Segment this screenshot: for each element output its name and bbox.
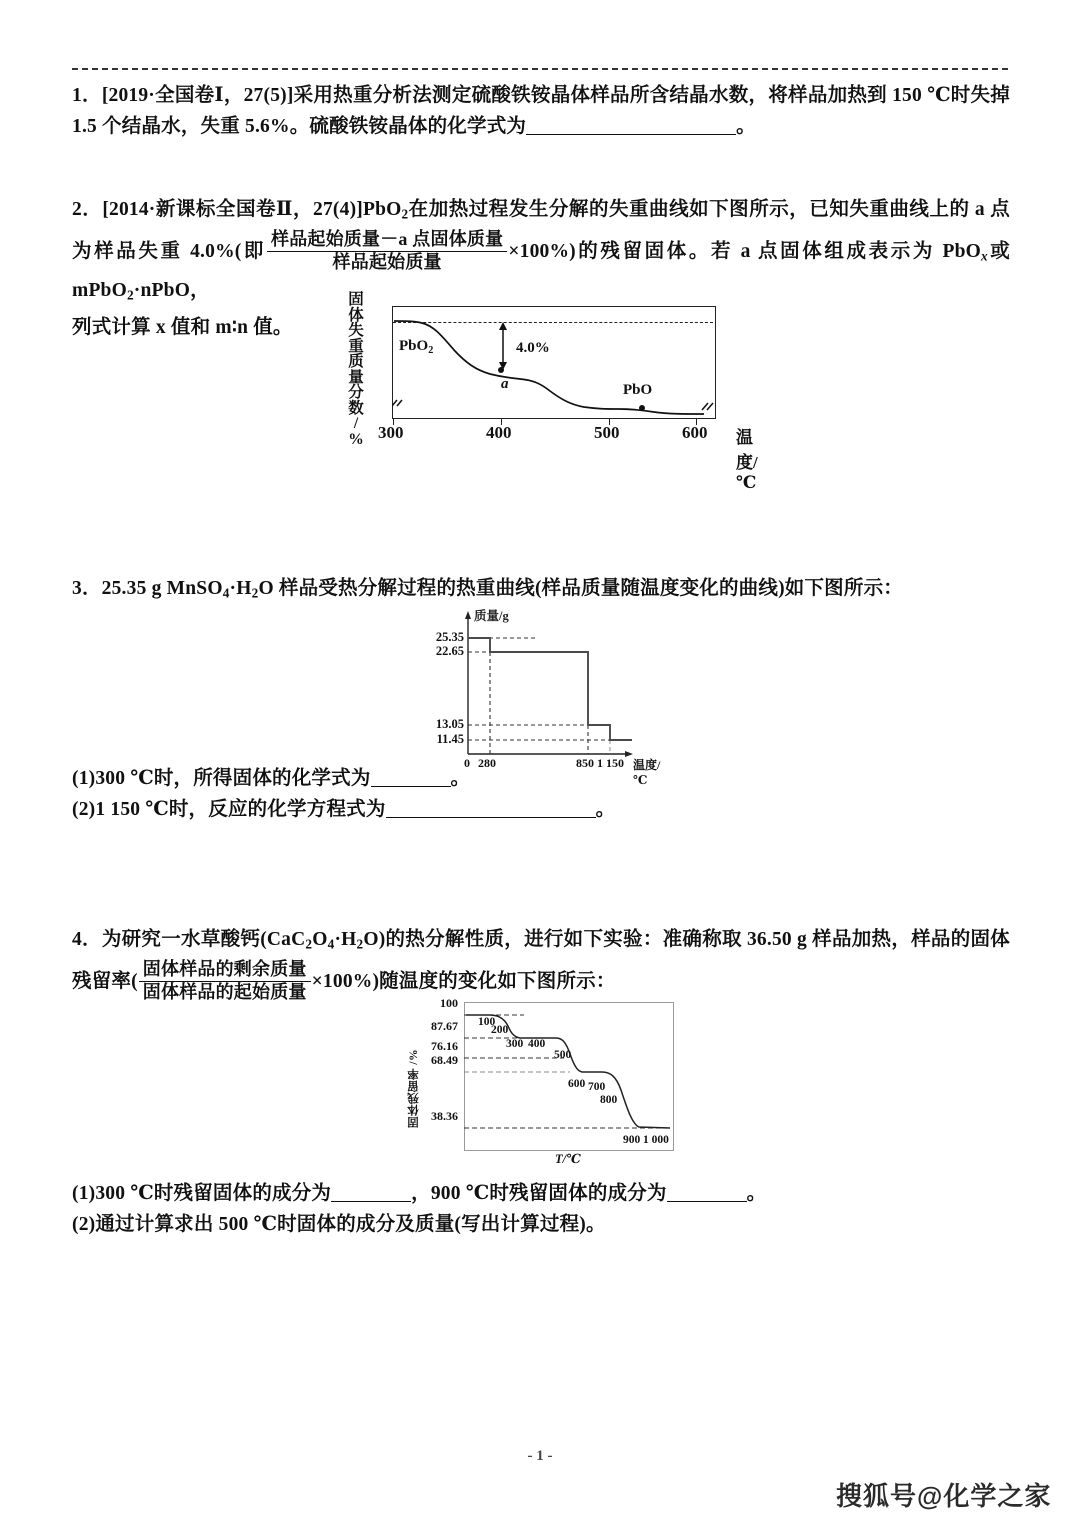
question-3-sub-2-blank[interactable] [386, 817, 596, 818]
chart-pbo2-xtick-500: 500 [594, 423, 620, 442]
question-3-sub-2-label: (2) [72, 799, 96, 820]
chart-cac2o4-temp-1000: 1 000 [643, 1134, 669, 1146]
chart-pbo2-y-axis-label: 固 体 失 重 质 量 分 数 / % [348, 291, 364, 448]
chart-cac2o4-temp-900: 900 [623, 1134, 641, 1146]
chart-cac2o4-temp-200: 200 [491, 1024, 509, 1036]
chart-cac2o4-temp-800: 800 [600, 1094, 618, 1106]
chart-cac2o4-temp-100: 100 [478, 1016, 496, 1028]
chart-mnso4-ytick-1305: 13.05 [435, 717, 464, 731]
question-3 [72, 573, 1010, 609]
question-1 [72, 80, 1010, 142]
chart-cac2o4-ytick-6849: 68.49 [431, 1053, 458, 1067]
question-3-sub-2-end: 。 [595, 799, 616, 820]
chart-cac2o4-x-axis-label: T/℃ [554, 1152, 582, 1166]
question-4 [72, 924, 1010, 1005]
question-1-number: 1． [72, 85, 102, 106]
question-3-body: 25.35 g $MnSO_4\cdot H_2O$ 样品受热分解过程的热重曲线(样品质量随温度变化的曲线)如下图所示： [101, 578, 903, 601]
chart-pbo2-label-a: a [501, 376, 509, 392]
chart-cac2o4-y-axis-label: 固体残留率 /% [408, 1048, 420, 1128]
page-number: - 1 - [527, 1448, 553, 1464]
chart-cac2o4-temp-500: 500 [554, 1049, 572, 1061]
question-2-body-c: ×100%)的残留固体。若 a 点固体组成表示为 PbO [508, 240, 982, 262]
chart-mnso4-xtick-0: 0 [464, 756, 470, 770]
question-4-body-a: 为研究一水草酸钙$(CaC_2O_4\cdot H_2O)$的热分解性质，进行如下实验：准确称取 36.50 g 样品加热，样品的固体残留率( [72, 929, 1011, 992]
chart-cac2o4-ytick-100: 100 [440, 996, 458, 1010]
chart-pbo2-x-axis-label: 温度/℃ [736, 428, 758, 492]
question-4-fraction [139, 959, 311, 1004]
chart-mnso4-xtick-1150: 1 150 [597, 756, 624, 770]
question-3-sub-1-end: 。 [450, 768, 471, 789]
question-4-sub-1-end: 。 [746, 1183, 767, 1204]
question-2-formula-pbo2: PbO$_2$ [362, 199, 409, 222]
question-2-body-e: ·nPbO， [133, 279, 210, 301]
question-4-sub-1-label: (1) [72, 1183, 96, 1204]
question-4-sub-2-label: (2) [72, 1214, 96, 1235]
question-2-sub-x: x [981, 248, 988, 264]
chart-cac2o4-temp-700: 700 [588, 1081, 606, 1093]
chart-mnso4-ytick-2535: 25.35 [435, 630, 464, 644]
question-4-sub-1-text-a: 300 ℃时残留固体的成分为 [95, 1183, 332, 1204]
question-2-source: [2014·新课标全国卷Ⅱ，27(4)] [102, 199, 363, 220]
chart-mnso4-xtick-850: 850 [576, 756, 594, 770]
question-3-sub-1-label: (1) [72, 768, 96, 789]
question-4-sub-1-blank-2[interactable] [667, 1201, 747, 1202]
chart-mnso4-y-axis-label: 质量/g [474, 609, 509, 623]
chart-pbo2-point-a [498, 367, 504, 373]
chart-pbo2-xtick-600: 600 [682, 423, 708, 442]
question-4-subquestions [72, 1178, 1010, 1240]
chart-mnso4-x-axis-label: 温度/℃ [633, 758, 661, 787]
chart-mnso4-ytick-1145: 11.45 [436, 732, 464, 746]
chart-cac2o4-ytick-7616: 76.16 [431, 1039, 458, 1053]
chart-pbo2-loss-arrow [495, 322, 511, 370]
question-2-body-d: 或 mPbO [72, 240, 1010, 301]
question-1-text [72, 80, 1010, 142]
question-3-sub-1-text: 300 ℃时，所得固体的化学式为 [95, 768, 371, 789]
chart-cac2o4-temp-600: 600 [568, 1078, 586, 1090]
question-2-fraction [267, 229, 507, 274]
question-1-body-end: 。 [736, 116, 756, 137]
question-4-sub-1-blank-1[interactable] [331, 1201, 411, 1202]
question-4-sub-2 [72, 1209, 1010, 1240]
question-2-body-b: 在加热过程发生分解的失重曲线如下图所示，已知失重曲线上的 a 点为样品失重 4.0%(即 [72, 199, 1010, 262]
question-2-fraction-denominator: 样品起始质量 [332, 251, 442, 272]
question-1-blank[interactable] [526, 134, 736, 135]
chart-mnso4-thermogravimetric [420, 608, 670, 787]
top-dashed-divider [72, 68, 1008, 70]
question-4-text [72, 924, 1010, 1005]
question-3-sub-2 [72, 794, 1010, 825]
chart-pbo2-xtick-400: 400 [486, 423, 512, 442]
question-4-fraction-numerator: 固体样品的剩余质量 [139, 959, 311, 982]
question-4-sub-2-text: 通过计算求出 500 ℃时固体的成分及质量(写出计算过程)。 [95, 1214, 606, 1235]
chart-pbo2-curve [392, 306, 716, 422]
chart-cac2o4-residual-rate [408, 996, 680, 1172]
chart-pbo2-label-pbo: PbO [623, 382, 653, 398]
question-4-body-b: ×100%)随温度的变化如下图所示： [311, 970, 616, 992]
question-2-number: 2． [72, 199, 103, 220]
question-3-sub-2-text: 1 150 ℃时，反应的化学方程式为 [95, 799, 386, 820]
question-4-number: 4． [72, 929, 102, 950]
chart-pbo2-xtick-300: 300 [378, 423, 404, 442]
chart-pbo2-label-pbo2: PbO$_2$ [399, 338, 434, 356]
chart-cac2o4-ytick-3836: 38.36 [431, 1109, 458, 1123]
chart-cac2o4-temp-400: 400 [528, 1038, 546, 1050]
chart-pbo2-label-4percent: 4.0% [516, 340, 550, 356]
chart-mnso4-xtick-280: 280 [478, 756, 496, 770]
question-3-subquestions [72, 763, 1010, 825]
question-2-sub-2: 2 [401, 206, 409, 222]
question-2-fraction-numerator: 样品起始质量－a 点固体质量 [267, 229, 507, 252]
question-1-source: [2019·全国卷Ⅰ，27(5)] [101, 85, 294, 106]
question-3-sub-1-blank[interactable] [371, 786, 451, 787]
question-4-fraction-denominator: 固体样品的起始质量 [142, 981, 307, 1002]
question-3-text [72, 573, 1010, 609]
question-2-body-f: 列式计算 x 值和 m∶n 值。 [72, 317, 293, 339]
watermark: 搜狐号@化学之家 [836, 1481, 1052, 1511]
question-4-sub-1 [72, 1178, 1010, 1209]
chart-cac2o4-ytick-8767: 87.67 [431, 1019, 458, 1033]
question-1-body: 采用热重分析法测定硫酸铁铵晶体样品所含结晶水数，将样品加热到 150 ℃时失掉 1.5 个结晶水，失重 5.6%。硫酸铁铵晶体的化学式为 [72, 85, 1010, 137]
chart-cac2o4-temp-300: 300 [506, 1038, 524, 1050]
question-2-sub-2b: 2 [126, 287, 134, 303]
chart-pbo2-weight-loss [346, 291, 766, 492]
chart-pbo2-point-pbo [639, 405, 645, 411]
question-3-sub-1 [72, 763, 1010, 794]
question-4-sub-1-text-b: ，900 ℃时残留固体的成分为 [411, 1183, 667, 1204]
question-3-number: 3． [72, 578, 102, 599]
chart-mnso4-ytick-2265: 22.65 [435, 644, 464, 658]
